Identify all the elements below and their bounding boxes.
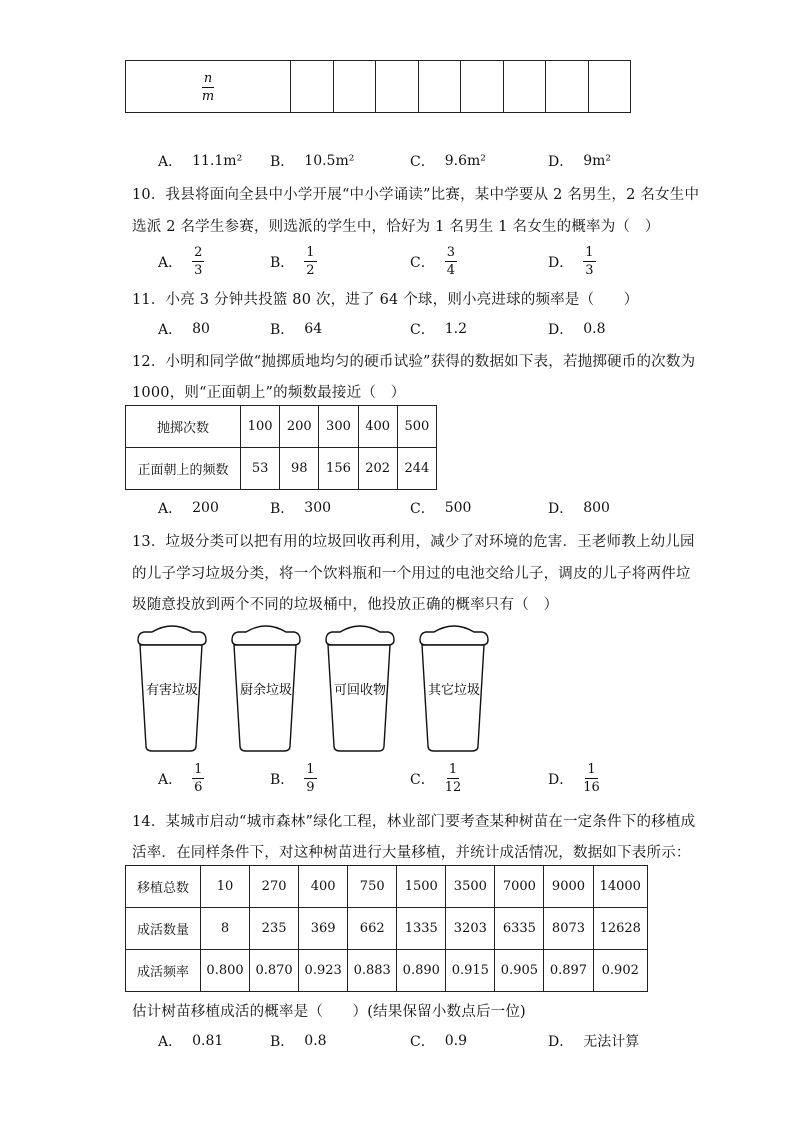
option-d[interactable]: D． 800	[548, 500, 610, 517]
bin-label: 其它垃圾	[427, 683, 481, 698]
table-cell: 400	[358, 406, 397, 448]
fraction: $\frac{1}{3}$	[585, 245, 594, 278]
table-cell: 0.883	[348, 950, 397, 992]
table-cell	[588, 61, 631, 113]
table-row	[126, 950, 648, 992]
table-cell: 53	[241, 448, 280, 490]
table-cell: 1335	[397, 908, 446, 950]
bin-label: 有害垃圾	[145, 683, 199, 698]
table-cell	[376, 61, 419, 113]
table-cell: 750	[348, 866, 397, 908]
table-cell: 202	[358, 448, 397, 490]
trash-bin-hazardous	[138, 626, 206, 751]
table-cell	[546, 61, 589, 113]
n-over-m-fraction: $\frac{n}{m}$	[201, 70, 215, 104]
table-cell	[126, 61, 291, 113]
option-d[interactable]: D． 无法计算	[548, 1034, 640, 1050]
table-row	[126, 61, 631, 113]
table-row	[126, 908, 648, 950]
q12-text-line2: 1000，则“正面朝上”的频数最接近（ ）	[132, 385, 406, 401]
table-cell: 移植总数	[126, 866, 201, 908]
table-row	[126, 866, 648, 908]
table-cell: 10	[201, 866, 250, 908]
table-cell: 8	[201, 908, 250, 950]
trash-bins-illustration	[130, 622, 510, 756]
option-b[interactable]: B． $\frac{1}{2}$	[270, 245, 315, 278]
table-cell: 正面朝上的频数	[126, 448, 241, 490]
table-cell: 3203	[446, 908, 495, 950]
table-cell: 7000	[495, 866, 544, 908]
table-cell: 9000	[544, 866, 593, 908]
table-cell: 0.905	[495, 950, 544, 992]
table-cell: 14000	[593, 866, 648, 908]
table-cell: 500	[397, 406, 436, 448]
table-cell: 0.915	[446, 950, 495, 992]
fraction: $\frac{1}{16}$	[583, 762, 600, 795]
table-cell: 6335	[495, 908, 544, 950]
option-b[interactable]: B． 0.8	[270, 1033, 327, 1050]
table-cell: 244	[397, 448, 436, 490]
table-cell: 98	[280, 448, 319, 490]
table-cell: 300	[319, 406, 358, 448]
option-a[interactable]: A． $\frac{2}{3}$	[158, 245, 203, 278]
option-d[interactable]: D． 0.8	[548, 321, 606, 338]
q10-text-line1: 10．我县将面向全县中小学开展“中小学诵读”比赛，某中学要从 2 名男生，2 名女生中	[132, 187, 700, 203]
bin-label: 厨余垃圾	[239, 683, 293, 698]
table-cell: 0.923	[299, 950, 348, 992]
table-cell: 8073	[544, 908, 593, 950]
option-d[interactable]: D． $\frac{1}{16}$	[548, 762, 600, 795]
fraction: $\frac{1}{2}$	[306, 245, 315, 278]
table-cell	[291, 61, 334, 113]
table-cell	[418, 61, 461, 113]
fraction: $\frac{3}{4}$	[446, 245, 455, 278]
option-b[interactable]: B． 10.5m²	[270, 153, 355, 170]
q10-text-line2: 选派 2 名学生参赛，则选派的学生中，恰好为 1 名男生 1 名女生的概率为（ ）	[132, 219, 660, 235]
q14-text-line1: 14．某城市启动“城市森林”绿化工程，林业部门要考查某种树苗在一定条件下的移植成	[132, 814, 696, 830]
q12-text-line1: 12．小明和同学做“抛掷质地均匀的硬币试验”获得的数据如下表，若抛掷硬币的次数为	[132, 354, 696, 370]
table-cell: 成活数量	[126, 908, 201, 950]
table-cell: 0.800	[201, 950, 250, 992]
table-cell: 0.890	[397, 950, 446, 992]
table-cell: 12628	[593, 908, 648, 950]
option-b[interactable]: B． 64	[270, 321, 323, 338]
table-cell: 成活频率	[126, 950, 201, 992]
option-c[interactable]: C． 1.2	[410, 321, 467, 338]
q11-text-line1: 11．小亮 3 分钟共投篮 80 次，进了 64 个球，则小亮进球的频率是（ ）	[132, 292, 639, 308]
q13-text-line3: 圾随意投放到两个不同的垃圾桶中，他投放正确的概率只有（ ）	[132, 597, 559, 613]
table-cell: 0.897	[544, 950, 593, 992]
bin-label: 可回收物	[333, 683, 387, 698]
top-table	[125, 60, 631, 113]
option-c[interactable]: C． $\frac{1}{12}$	[410, 762, 462, 795]
q13-text-line1: 13．垃圾分类可以把有用的垃圾回收再利用，减少了对环境的危害．王老师教上幼儿园	[132, 534, 695, 550]
table-cell: 抛掷次数	[126, 406, 241, 448]
table-cell: 270	[250, 866, 299, 908]
table-row	[126, 448, 437, 490]
table-cell: 1500	[397, 866, 446, 908]
table-cell: 200	[280, 406, 319, 448]
table-cell: 3500	[446, 866, 495, 908]
option-a[interactable]: A． 0.81	[158, 1033, 224, 1050]
trash-bin-kitchen	[232, 626, 300, 751]
option-a[interactable]: A． 200	[158, 500, 219, 517]
table-cell: 400	[299, 866, 348, 908]
trash-bin-other	[420, 626, 488, 751]
option-c[interactable]: C． 9.6m²	[410, 153, 486, 170]
table-cell: 662	[348, 908, 397, 950]
table-cell	[461, 61, 504, 113]
option-b[interactable]: B． $\frac{1}{9}$	[270, 762, 315, 795]
table-cell: 369	[299, 908, 348, 950]
fraction: $\frac{1}{6}$	[194, 762, 203, 795]
q12-table	[125, 405, 437, 490]
option-b[interactable]: B． 300	[270, 500, 332, 517]
q14-text-line2: 活率．在同样条件下，对这种树苗进行大量移植，并统计成活情况，数据如下表所示：	[132, 845, 691, 861]
option-c[interactable]: C． 0.9	[410, 1033, 467, 1050]
q14-table	[125, 865, 648, 992]
table-row	[126, 406, 437, 448]
table-cell: 100	[241, 406, 280, 448]
fraction: $\frac{2}{3}$	[194, 245, 203, 278]
option-a[interactable]: A． $\frac{1}{6}$	[158, 762, 203, 795]
table-cell: 235	[250, 908, 299, 950]
option-c[interactable]: C． $\frac{3}{4}$	[410, 245, 455, 278]
fraction: $\frac{1}{9}$	[306, 762, 315, 795]
q14-text-line3: 估计树苗移植成活的概率是（ ）(结果保留小数点后一位)	[132, 1004, 526, 1020]
table-cell	[503, 61, 546, 113]
option-a[interactable]: A． 11.1m²	[158, 153, 243, 170]
table-cell: 156	[319, 448, 358, 490]
table-cell	[333, 61, 376, 113]
table-cell: 0.902	[593, 950, 648, 992]
fraction: $\frac{1}{12}$	[444, 762, 462, 795]
option-d[interactable]: D． 9m²	[548, 153, 612, 170]
option-c[interactable]: C． 500	[410, 500, 472, 517]
option-d[interactable]: D． $\frac{1}{3}$	[548, 245, 594, 278]
option-a[interactable]: A． 80	[158, 321, 210, 338]
q13-text-line2: 的儿子学习垃圾分类，将一个饮料瓶和一个用过的电池交给儿子，调皮的儿子将两件垃	[132, 566, 691, 582]
table-cell: 0.870	[250, 950, 299, 992]
trash-bin-recyclable	[326, 626, 394, 751]
